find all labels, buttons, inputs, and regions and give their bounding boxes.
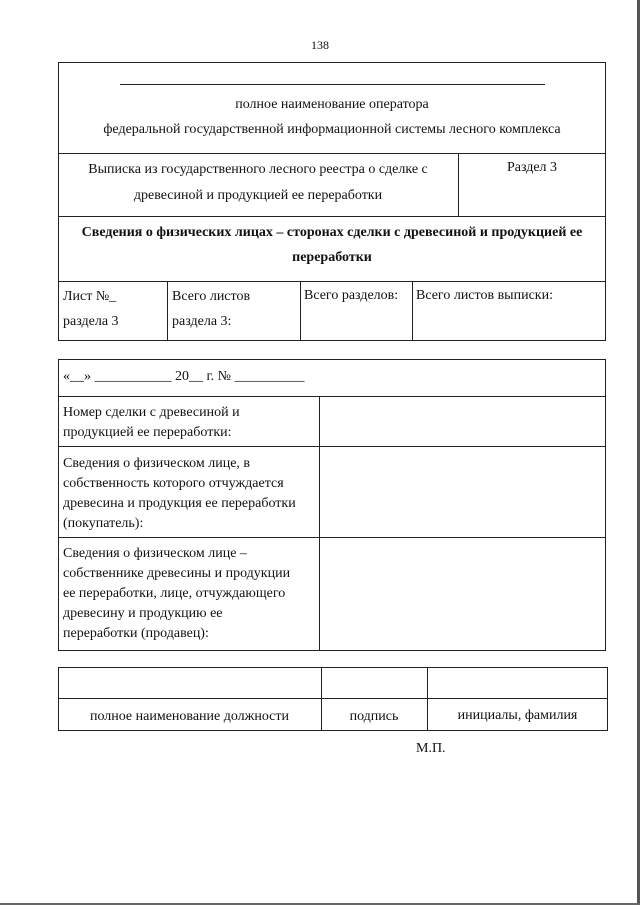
total-sheets-line1: Всего листов	[172, 289, 251, 304]
seller-label-line5: переработки (продавец):	[63, 626, 209, 641]
table-column-divider	[319, 396, 320, 651]
section-title-line2: переработки	[292, 250, 372, 265]
section-number: Раздел 3	[506, 160, 558, 175]
position-label: полное наименование должности	[89, 709, 290, 724]
total-sheets-line2: раздела 3:	[172, 314, 232, 329]
buyer-label-line1: Сведения о физическом лице, в	[63, 456, 251, 471]
operator-name-underline	[120, 84, 545, 85]
total-extract-sheets: Всего листов выписки:	[416, 288, 553, 303]
seller-label-line2: собственнике древесины и продукции	[63, 566, 291, 581]
row2-divider	[58, 537, 606, 538]
sheet-info-divider-3	[412, 281, 413, 341]
extract-title-line1: Выписка из государственного лесного реестра о сделке с	[88, 162, 428, 177]
sheet-number-line1: Лист №_	[63, 289, 117, 304]
sheet-number-line2: раздела 3	[63, 314, 119, 329]
sheet-info-divider-2	[300, 281, 301, 341]
page-number: 138	[311, 38, 329, 52]
date-row-divider	[58, 396, 606, 397]
buyer-label-line4: (покупатель):	[63, 516, 144, 531]
operator-label-line2: федеральной государственной информационной системы лесного комплекса	[103, 122, 561, 137]
buyer-label-line2: собственность которого отчуждается	[63, 476, 284, 491]
row1-divider	[58, 446, 606, 447]
extract-title-line2: древесиной и продукцией ее переработки	[133, 188, 383, 203]
name-label: инициалы, фамилия	[457, 708, 578, 723]
signature-row-divider	[58, 698, 608, 699]
operator-label-line1: полное наименование оператора	[235, 97, 429, 112]
sheet-info-divider-1	[167, 281, 168, 341]
total-sections: Всего разделов:	[304, 288, 399, 303]
stamp-place-label: М.П.	[416, 741, 446, 756]
seller-label-line3: ее переработки, лице, отчуждающего	[63, 586, 286, 601]
section-title-line1: Сведения о физических лицах – сторонах сделки с древесиной и продукцией ее	[81, 225, 583, 240]
seller-label-line1: Сведения о физическом лице –	[63, 546, 247, 561]
date-number-line: «__» ___________ 20__ г. № __________	[63, 369, 305, 384]
deal-number-label-line2: продукцией ее переработки:	[63, 425, 232, 440]
signature-label: подпись	[349, 709, 399, 724]
deal-number-label-line1: Номер сделки с древесиной и	[63, 405, 240, 420]
buyer-label-line3: древесина и продукция ее переработки	[63, 496, 296, 511]
seller-label-line4: древесину и продукцию ее	[63, 606, 223, 621]
